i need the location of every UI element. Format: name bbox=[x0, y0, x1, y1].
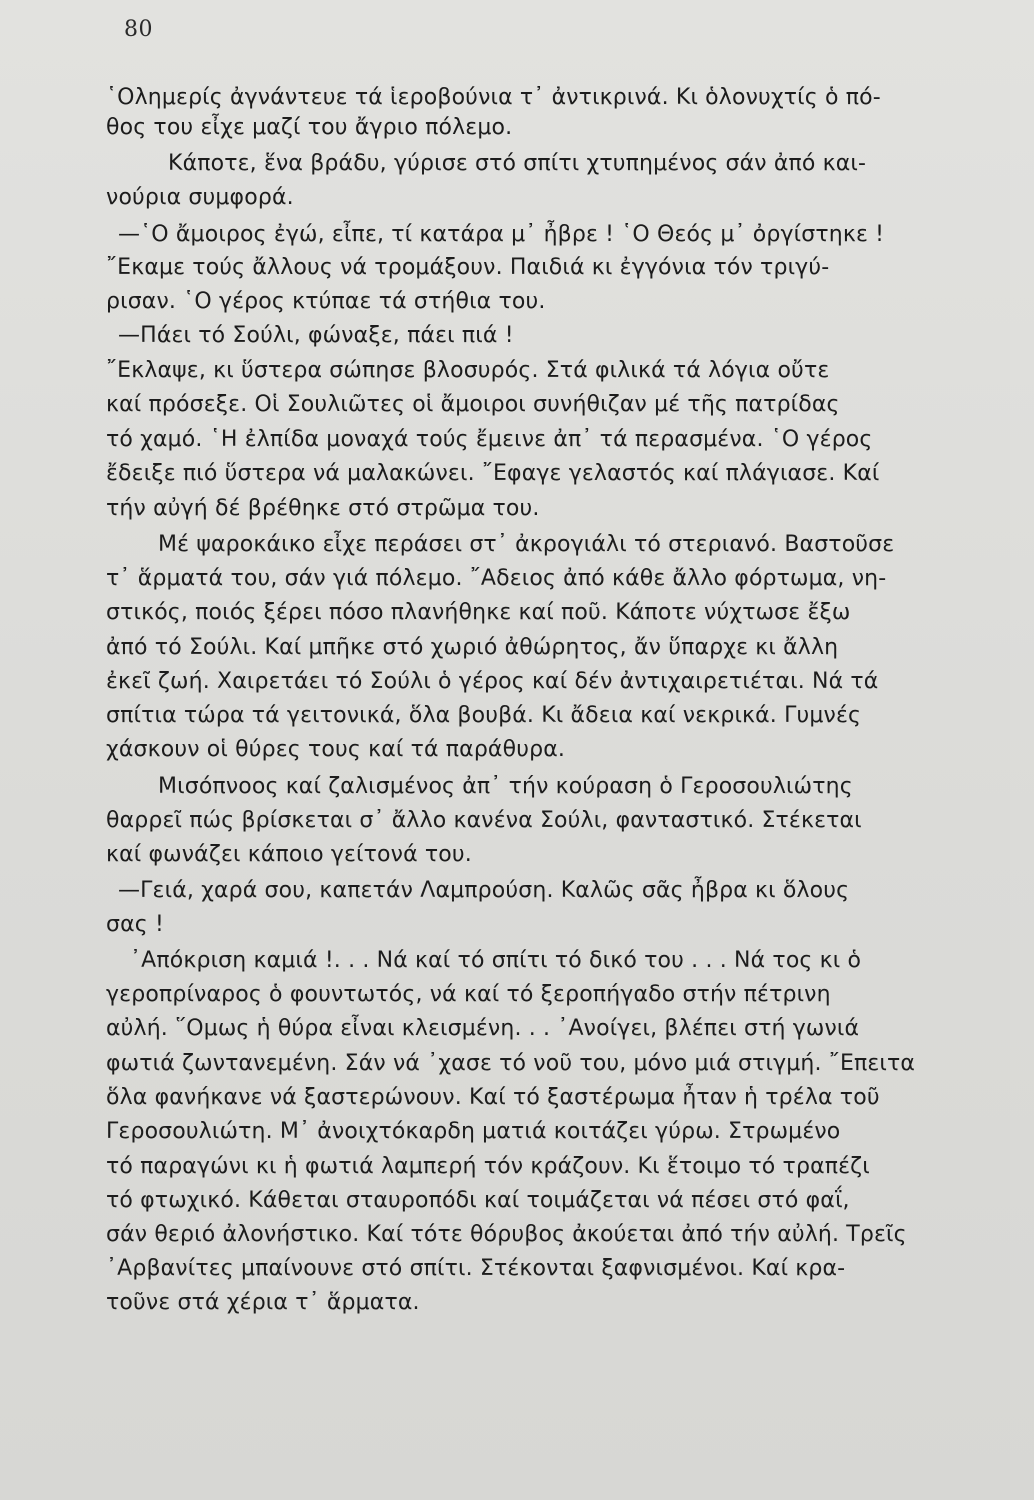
text-line: ἔδειξε πιό ὕστερα νά μαλακώνει. ῎Εφαγε γελαστός καί πλάγιασε. Καί bbox=[106, 461, 880, 486]
text-line: Μέ ψαροκάικο εἶχε περάσει στ᾽ ἀκρογιάλι τό στεριανό. Βαστοῦσε bbox=[158, 532, 895, 557]
text-line: γεροπρίναρος ὁ φουντωτός, νά καί τό ξεροπήγαδο στήν πέτρινη bbox=[106, 982, 831, 1007]
text-line: χάσκουν οἱ θύρες τους καί τά παράθυρα. bbox=[106, 737, 565, 762]
text-line: τό χαμό. ῾Η ἐλπίδα μοναχά τούς ἔμεινε ἀπ᾽ τά περασμένα. ῾Ο γέρος bbox=[106, 427, 873, 452]
text-line: ἀπό τό Σούλι. Καί μπῆκε στό χωριό ἀθώρητος, ἄν ὕπαρχε κι ἄλλη bbox=[106, 635, 839, 660]
text-line: Γεροσουλιώτη. Μ᾽ ἀνοιχτόκαρδη ματιά κοιτάζει γύρω. Στρωμένο bbox=[106, 1119, 841, 1144]
text-line: Κάποτε, ἕνα βράδυ, γύρισε στό σπίτι χτυπημένος σάν ἀπό και- bbox=[168, 151, 867, 176]
text-line: τό φτωχικό. Κάθεται σταυροπόδι καί τοιμάζεται νά πέσει στό φαΐ, bbox=[106, 1188, 850, 1213]
text-line: θος του εἶχε μαζί του ἄγριο πόλεμο. bbox=[106, 115, 513, 140]
text-line: ᾽Απόκριση καμιά !. . . Νά καί τό σπίτι τό δικό του . . . Νά τος κι ὁ bbox=[130, 948, 862, 973]
text-line: ῎Εκλαψε, κι ὕστερα σώπησε βλοσυρός. Στά φιλικά τά λόγια οὔτε bbox=[106, 358, 830, 383]
text-line: ῎Εκαμε τούς ἄλλους νά τρομάξουν. Παιδιά κι ἐγγόνια τόν τριγύ- bbox=[106, 255, 830, 280]
text-line: φωτιά ζωντανεμένη. Σάν νά ᾽χασε τό νοῦ του, μόνο μιά στιγμή. ῎Επειτα bbox=[106, 1051, 916, 1076]
text-line: Μισόπνοος καί ζαλισμένος ἀπ᾽ τήν κούραση ὁ Γεροσουλιώτης bbox=[158, 774, 853, 799]
text-line: αὐλή. ῞Ομως ἡ θύρα εἶναι κλεισμένη. . . ᾽Ανοίγει, βλέπει στή γωνιά bbox=[106, 1016, 860, 1041]
text-line: ᾽Αρβανίτες μπαίνουνε στό σπίτι. Στέκονται ξαφνισμένοι. Καί κρα- bbox=[106, 1256, 846, 1281]
text-line: τό παραγώνι κι ἡ φωτιά λαμπερή τόν κράζουν. Κι ἕτοιμο τό τραπέζι bbox=[106, 1154, 870, 1179]
text-line: τ᾽ ἅρματά του, σάν γιά πόλεμο. ῎Αδειος ἀπό κάθε ἄλλο φόρτωμα, νη- bbox=[106, 566, 887, 591]
text-line: καί πρόσεξε. Οἱ Σουλιῶτες οἱ ἄμοιροι συνήθιζαν μέ τῆς πατρίδας bbox=[106, 392, 840, 417]
text-line: ρισαν. ῾Ο γέρος κτύπαε τά στήθια του. bbox=[106, 289, 546, 314]
text-line: ἐκεῖ ζωή. Χαιρετάει τό Σούλι ὁ γέρος καί δέν ἀντιχαιρετιέται. Νά τά bbox=[106, 669, 879, 694]
text-line: τοῦνε στά χέρια τ᾽ ἅρματα. bbox=[106, 1290, 420, 1315]
text-line: —Γειά, χαρά σου, καπετάν Λαμπρούση. Καλῶς σᾶς ἦβρα κι ὅλους bbox=[118, 878, 850, 903]
text-line: θαρρεῖ πώς βρίσκεται σ᾽ ἄλλο κανένα Σούλι, φανταστικό. Στέκεται bbox=[106, 808, 862, 833]
text-line: σπίτια τώρα τά γειτονικά, ὅλα βουβά. Κι ἄδεια καί νεκρικά. Γυμνές bbox=[106, 703, 862, 728]
text-line: —῾Ο ἄμοιρος ἐγώ, εἶπε, τί κατάρα μ᾽ ἦβρε ! ῾Ο Θεός μ᾽ ὀργίστηκε ! bbox=[118, 222, 885, 247]
page-number: 80 bbox=[124, 17, 153, 42]
text-line: νούρια συμφορά. bbox=[106, 185, 294, 210]
text-line: στικός, ποιός ξέρει πόσο πλανήθηκε καί ποῦ. Κάποτε νύχτωσε ἔξω bbox=[106, 600, 851, 625]
text-line: —Πάει τό Σούλι, φώναξε, πάει πιά ! bbox=[118, 323, 514, 348]
text-line: σας ! bbox=[106, 912, 164, 937]
text-line: καί φωνάζει κάποιο γείτονά του. bbox=[106, 842, 472, 867]
text-line: σάν θεριό ἀλονήστικο. Καί τότε θόρυβος ἀκούεται ἀπό τήν αὐλή. Τρεῖς bbox=[106, 1222, 907, 1247]
text-line: τήν αὐγή δέ βρέθηκε στό στρῶμα του. bbox=[106, 496, 540, 521]
text-line: ὅλα φανήκανε νά ξαστερώνουν. Καί τό ξαστέρωμα ἦταν ἡ τρέλα τοῦ bbox=[106, 1085, 880, 1110]
text-line: ῾Ολημερίς ἀγνάντευε τά ἱεροβούνια τ᾽ ἀντικρινά. Κι ὁλονυχτίς ὁ πό- bbox=[106, 85, 881, 110]
